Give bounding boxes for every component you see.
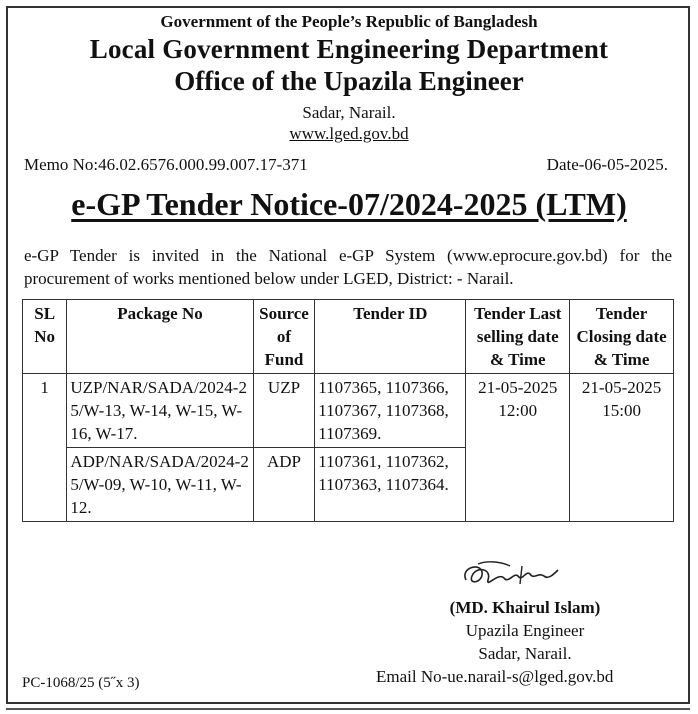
office-name: Office of the Upazila Engineer [174, 66, 524, 96]
header-last-selling: Tender Last selling date & Time [466, 300, 570, 374]
cell-last-selling: 21-05-2025 12:00 [466, 374, 570, 522]
memo-number: Memo No:46.02.6576.000.99.007.17-371 [24, 155, 308, 174]
website-line [0, 124, 698, 144]
cell-tender-id: 1107365, 1107366, 1107367, 1107368, 1107369. [315, 374, 466, 448]
header-source: Source of Fund [253, 300, 314, 374]
tender-table [22, 299, 674, 522]
header-package: Package No [67, 300, 253, 374]
signatory-name: (MD. Khairul Islam) [449, 598, 601, 617]
table-header-row [23, 300, 674, 374]
office-address: Sadar, Narail. [302, 103, 396, 122]
department-name: Local Government Engineering Department [89, 34, 609, 64]
header-closing: Tender Closing date & Time [570, 300, 674, 374]
cell-source: UZP [253, 374, 314, 448]
notice-title-text: e-GP Tender Notice-07/2024-2025 (LTM) [71, 186, 627, 222]
signatory-address: Sadar, Narail. [478, 644, 572, 663]
bottom-rule [6, 708, 690, 714]
cell-package: UZP/NAR/SADA/2024-25/W-13, W-14, W-15, W-16, W-17. [67, 374, 253, 448]
government-line: Government of the People’s Republic of Bangladesh [160, 12, 538, 31]
signatory-email: Email No-ue.narail-s@lged.gov.bd [376, 667, 614, 686]
intro-paragraph: e-GP Tender is invited in the National e-GP System (www.eprocure.gov.bd) for the procurement of works mentioned below under LGED, District: - Narail. [24, 246, 672, 288]
notice-title [0, 186, 698, 223]
cell-sl: 1 [23, 374, 67, 522]
cell-package: ADP/NAR/SADA/2024-25/W-09, W-10, W-11, W-12. [67, 448, 253, 522]
handwritten-signature [458, 558, 568, 594]
signatory-designation: Upazila Engineer [465, 621, 585, 640]
footer-code: PC-1068/25 (5˝x 3) [22, 675, 140, 691]
header-tender-id: Tender ID [315, 300, 466, 374]
cell-closing: 21-05-2025 15:00 [570, 374, 674, 522]
header-sl: SL No [23, 300, 67, 374]
memo-date: Date-06-05-2025. [546, 155, 668, 174]
cell-source: ADP [253, 448, 314, 522]
website-link[interactable]: www.lged.gov.bd [289, 124, 409, 143]
table-row [23, 374, 674, 448]
cell-tender-id: 1107361, 1107362, 1107363, 1107364. [315, 448, 466, 522]
